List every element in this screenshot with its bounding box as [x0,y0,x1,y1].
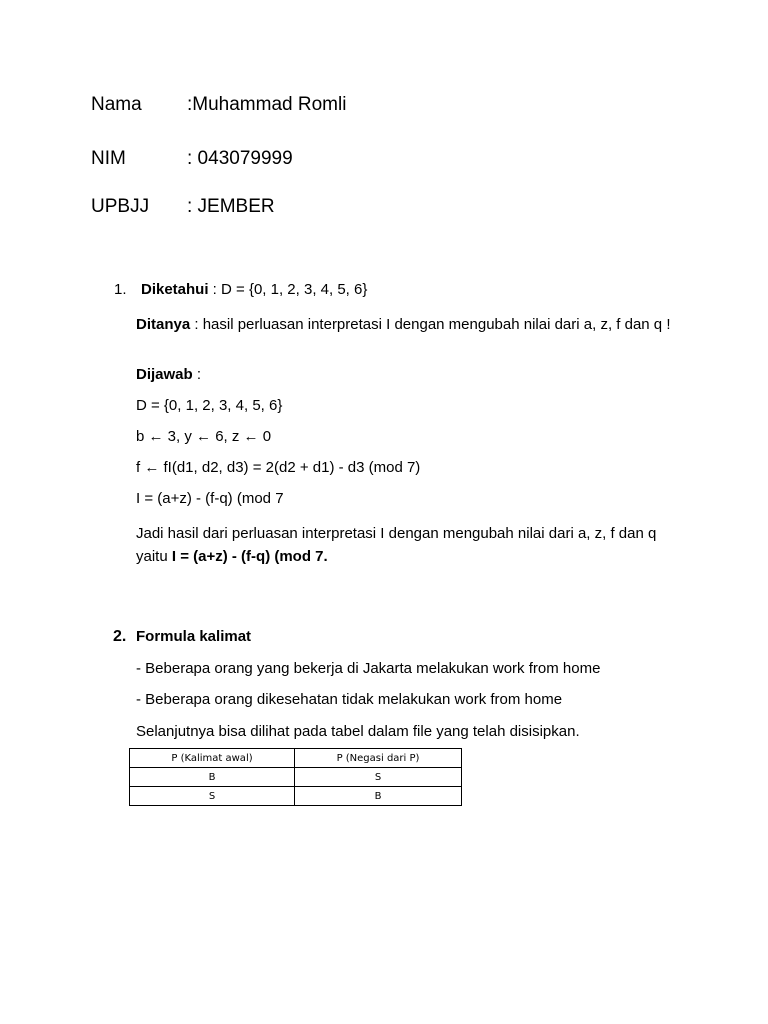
q1-line-formula: I = (a+z) - (f-q) (mod 7 [136,490,284,507]
truth-table-header-row [130,749,462,768]
conclusion-bold: I = (a+z) - (f-q) (mod 7. [171,548,328,565]
dijawab-text: : [192,366,202,383]
q2-title: Formula kalimat [136,628,252,645]
table-row [130,787,462,806]
ditanya-label: Ditanya [136,316,191,333]
conclusion-text: Jadi hasil dari perluasan interpretasi I dengan mengubah nilai dari a, z, f dan q yaitu [136,525,657,565]
nama-value: :Muhammad Romli [187,94,347,115]
table-cell: S [130,787,295,806]
q2-note: Selanjutnya bisa dilihat pada tabel dalam file yang telah disisipkan. [136,723,580,740]
upbjj-value: : JEMBER [187,196,275,217]
truth-table [129,748,462,806]
q2-item-2: - Beberapa orang dikesehatan tidak melakukan work from home [136,691,563,708]
q1-conclusion [136,522,684,568]
q1-ditanya [136,313,676,336]
nim-value: : 043079999 [187,148,293,169]
q1-line-assign: b ← 3, y ← 6, z ← 0 [136,428,272,445]
nim-label: NIM [91,148,126,169]
table-header-p: P (Kalimat awal) [130,749,295,768]
table-header-negation: P (Negasi dari P) [295,749,462,768]
q1-diketahui [141,281,367,298]
q1-dijawab [136,366,201,383]
table-cell: S [295,768,462,787]
dijawab-label: Dijawab [136,366,193,383]
upbjj-label: UPBJJ [91,196,150,217]
q1-number: 1. [114,281,127,298]
ditanya-text: : hasil perluasan interpretasi I dengan mengubah nilai dari a, z, f dan q ! [190,316,671,333]
table-row [130,768,462,787]
q1-line-function: f ← fI(d1, d2, d3) = 2(d2 + d1) - d3 (mod 7) [136,459,421,476]
diketahui-text: : D = {0, 1, 2, 3, 4, 5, 6} [208,281,368,298]
table-cell: B [295,787,462,806]
table-cell: B [130,768,295,787]
nama-label: Nama [91,94,142,115]
q1-line-domain: D = {0, 1, 2, 3, 4, 5, 6} [136,397,283,414]
q2-item-1: - Beberapa orang yang bekerja di Jakarta melakukan work from home [136,660,601,677]
diketahui-label: Diketahui [141,281,209,298]
q2-number: 2. [113,628,127,645]
